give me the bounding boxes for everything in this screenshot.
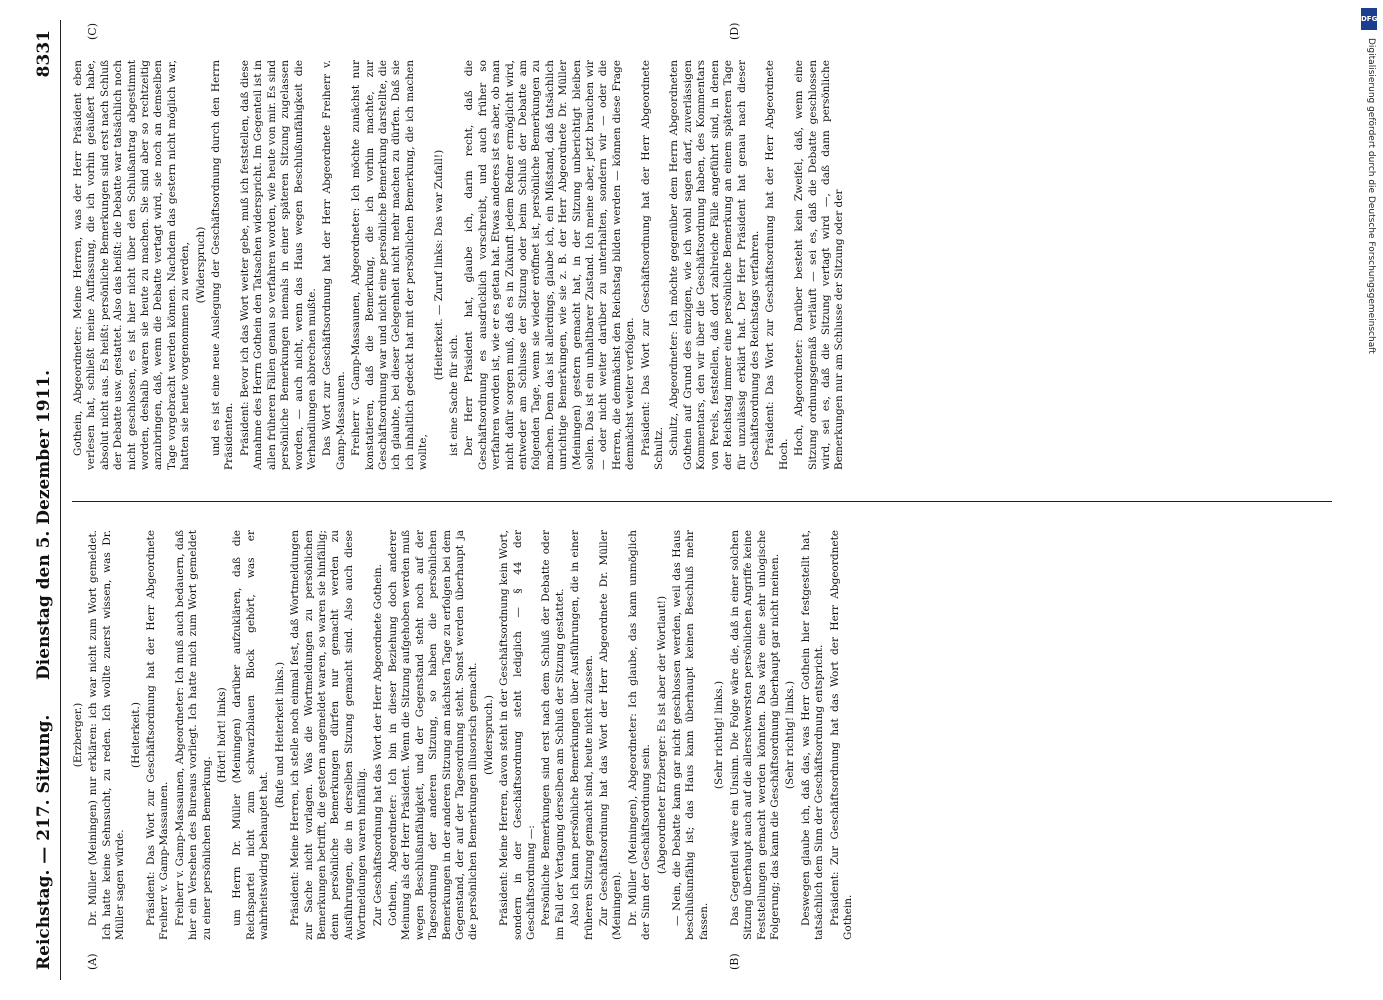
paragraph: Hoch, Abgeordneter: Darüber besteht kein Zweifel, daß, wenn eine Sitzung ordnungsgemäß verläuft — sei es, daß die Debatte geschlossen wird, sei es, daß die Sitzung vertagt wird —, daß dann persönliche Bemerkungen nur am Schlusse der Sitzung oder der: [793, 60, 846, 470]
paragraph: Das Gegenteil wäre ein Unsinn. Die Folge wäre die, daß in einer solchen Sitzung überhaupt auch auf die allerschwersten persönlichen Angriffe keine Feststellungen gemacht werden könnten. Das wäre eine sehr unlogische Folgerung; das kann die Geschäftsordnung überhaupt gar nicht meinen.: [728, 530, 781, 940]
margin-marker-c: (C): [86, 23, 99, 40]
digitization-stamp: [1359, 8, 1379, 988]
paragraph: Zur Geschäftsordnung hat das Wort der Herr Abgeordnete Gothein.: [371, 564, 384, 926]
paragraph: Freiherr v. Gamp-Massaunen, Abgeordneter: Ich muß auch bedauern, daß hier ein Versehen des Bureaus vorliegt. Ich hatte mich zum Wort gemeldet zu einer persönlichen Bemerkung.: [173, 530, 213, 940]
paragraph: Dr. Müller (Meiningen) nur erklären: ich war nicht zum Wort gemeldet. Ich hatte keine Sehnsucht, zu reden. Ich wollte zuerst wissen, was Dr. Müller sagen würde.: [87, 530, 127, 940]
paragraph: Persönliche Bemerkungen sind erst nach dem Schluß der Debatte oder im Fall der Vertagung derselben am Schluß der Sitzung gestattet.: [540, 530, 566, 940]
paragraph: Präsident: Das Wort zur Geschäftsordnung hat der Herr Abgeordnete Freiherr v. Gamp-Massaunen.: [145, 530, 171, 940]
digitization-credit: Digitalisierung gefördert durch die Deutsche Forschungsgemeinschaft: [1366, 38, 1376, 354]
paragraph: Präsident: Zur Geschäftsordnung hat das Wort der Herr Abgeordnete Gothein.: [828, 530, 854, 940]
paragraph: (Rufe und Heiterkeit links.): [273, 661, 286, 809]
paragraph: Deswegen glaube ich, daß das, was Herr Gothein hier festgestellt hat, tatsächlich dem Sinn der Geschäftsordnung entspricht.: [799, 530, 826, 940]
paragraph: Das Wort zur Geschäftsordnung hat der Herr Abgeordnete Freiherr v. Gamp-Massaunen.: [321, 60, 347, 470]
margin-marker-a: (A): [86, 953, 99, 970]
paragraph: (Erzberger.): [72, 702, 84, 768]
paragraph: Gothein, Abgeordneter: Meine Herren, was der Herr Präsident eben verlesen hat, schließt meine Auffassung, die ich vorhin geäußert habe, absolut nicht aus. Es heißt: persönliche Bemerkungen sind erst nach Schluß der Debatte usw. gestattet. Also das heißt: die Debatte war tatsächlich noch nicht geschlossen, es ist hier nicht über den Schlußantrag abgestimmt worden, deshalb waren sie heute zu machen. Sie sind aber so rechtzeitig anzubringen, daß, wenn die Debatte vertagt wird, sie noch an demselben Tage vorgebracht werden können. Nachdem das gestern nicht möglich war, hatten sie heute vorgenommen zu werden,: [72, 60, 192, 470]
paragraph: (Widerspruch): [194, 226, 207, 304]
paragraph: Dr. Müller (Meiningen), Abgeordneter: Ich glaube, das kann unmöglich der Sinn der Geschäftsordnung sein.: [626, 530, 653, 940]
rotated-content: [20, 20, 1360, 980]
paragraph: Gothein, Abgeordneter: Ich bin in dieser Beziehung doch anderer Meinung als der Herr Präsident. Wenn die Sitzung aufgehoben werden muß wegen Beschlußunfähigkeit, und der Gegenstand steht noch auf der Tagesordnung der anderen Sitzung, so haben die persönlichen Bemerkungen in der anderen Sitzung am nächsten Tage zu erfolgen bei dem Gegenstand, der auf der Tagesordnung steht. Sonst werden überhaupt ja die persönlichen Bemerkungen illusorisch gemacht.: [386, 530, 480, 940]
paragraph: Zur Geschäftsordnung hat das Wort der Herr Abgeordnete Dr. Müller (Meiningen).: [598, 530, 624, 940]
paragraph: (Sehr richtig! links.): [784, 680, 797, 790]
dfg-logo: DFG: [1361, 8, 1377, 30]
margin-marker-b: (B): [728, 953, 741, 970]
margin-marker-d: (D): [728, 22, 741, 40]
paragraph: Präsident: Meine Herren, davon steht in der Geschäftsordnung kein Wort, sondern in der Geschäftsordnung steht lediglich — § 44 der Geschäftsordnung —:: [498, 530, 537, 940]
paragraph: Also ich kann persönliche Bemerkungen über Ausführungen, die in einer früheren Sitzung gemacht sind, heute nicht zulassen.: [569, 530, 595, 940]
header-center: Dienstag den 5. Dezember 1911.: [34, 369, 54, 680]
paragraph: (Heiterkeit. — Zuruf links: Das war Zufall!): [432, 149, 445, 381]
running-header: [20, 20, 60, 980]
page-number: 8331: [34, 30, 54, 78]
paragraph: Präsident: Bevor ich das Wort weiter gebe, muß ich feststellen, daß diese Annahme des Herrn Gothein den Tatsachen widerspricht. Im Gegenteil ist in allen früheren Fällen genau so verfahren worden, wie heute von mir. Es sind persönliche Bemerkungen niemals in einer späteren Sitzung zugelassen worden, — auch nicht, wenn das Haus wegen Beschlußunfähigkeit die Verhandlungen abbrechen mußte.: [238, 60, 318, 470]
paragraph: ist eine Sache für sich.: [447, 334, 460, 456]
paragraph: — Nein, die Debatte kann gar nicht geschlossen werden, weil das Haus beschlußunfähig ist; das Haus kann überhaupt keinen Beschluß mehr fassen.: [671, 530, 710, 940]
paragraph: Präsident: Das Wort zur Geschäftsordnung hat der Herr Abgeordnete Schultz.: [639, 60, 666, 470]
header-left: Reichstag. — 217. Sitzung.: [34, 714, 54, 970]
paragraph: um Herrn Dr. Müller (Meiningen) darüber aufzuklären, daß die Reichspartei nicht zum schwarzblauen Block gehört, was er wahrheitswidrig behauptet hat.: [231, 530, 271, 940]
paragraph: (Hört! hört! links): [216, 687, 229, 783]
paragraph: (Heiterkeit.): [129, 702, 142, 768]
paragraph: (Abgeordneter Erzberger: Es ist aber der Wortlaut!): [655, 595, 668, 875]
paragraph: Präsident: Das Wort zur Geschäftsordnung hat der Herr Abgeordnete Hoch.: [764, 60, 790, 470]
paragraph: (Sehr richtig! links.): [713, 680, 726, 790]
paragraph: und es ist eine neue Auslegung der Geschäftsordnung durch den Herrn Präsidenten.: [210, 60, 236, 470]
paragraph: Der Herr Präsident hat, glaube ich, darin recht, daß die Geschäftsordnung es ausdrücklich vorschreibt, und auch früher so verfahren worden ist, wie er es getan hat. Etwas anderes ist es aber, ob man nicht dafür sorgen muß, daß es in Zukunft jedem Redner ermöglicht wird, entweder am Schlusse der Sitzung oder beim Schluß der Debatte am folgenden Tage, wenn sie wieder eröffnet ist, persönliche Bemerkungen zu machen. Denn das ist allerdings, glaube ich, ein Mißstand, daß tatsächlich unrichtige Bemerkungen, wie sie z. B. der Herr Abgeordnete Dr. Müller (Meiningen) gestern gemacht hat, in der Sitzung unberichtigt bleiben sollen. Das ist ein unhaltbarer Zustand. Ich meine aber, jetzt brauchen wir — oder nicht weiter darüber zu unterhalten, sondern wir — oder die Herren, die demnächst den Reichstag bilden werden — können diese Frage demnächst weiter verfolgen.: [463, 60, 637, 470]
left-column: [72, 530, 1332, 940]
right-column: [72, 60, 1332, 470]
paragraph: Präsident: Meine Herren, ich stelle noch einmal fest, daß Wortmeldungen zur Sache nicht vorlagen. Was die Wortmeldungen zu persönlichen Bemerkungen betrifft, die gestern angemeldet waren, so waren sie hinfällig; denn persönliche Bemerkungen dürfen nur gemacht werden zu Ausführungen, die in derselben Sitzung gemacht sind. Also auch diese Wortmeldungen waren hinfällig.: [289, 530, 369, 940]
paragraph: (Widerspruch.): [482, 695, 495, 775]
paragraph: Freiherr v. Gamp-Massaunen, Abgeordneter: Ich möchte zunächst nur konstatieren, daß die Bemerkung, die ich vorhin machte, zur Geschäftsordnung war und nicht eine persönliche Bemerkung darstellte, die ich glaubte, bei dieser Gelegenheit nicht mehr machen zu dürfen. Daß sie ich inhaltlich gedeckt hat mit der persönlichen Bemerkung, die ich machen wollte,: [350, 60, 430, 470]
column-divider: [72, 501, 1332, 502]
header-rule: [60, 20, 61, 980]
paragraph: Schultz, Abgeordneter: Ich möchte gegenüber dem Herrn Abgeordneten Gothein auf Grund des einzigen, wie ich wohl sagen darf, zuverlässigen Kommentars, den wir über die Geschäftsordnung haben, des Kommentars von Perels, feststellen, daß dort zahlreiche Fälle angeführt sind, in denen der Reichstag immer eine persönliche Bemerkung an einem späteren Tage für unzulässig erklärt hat. Der Herr Präsident hat genau nach dieser Geschäftsordnung des Reichstags verfahren.: [668, 60, 761, 470]
